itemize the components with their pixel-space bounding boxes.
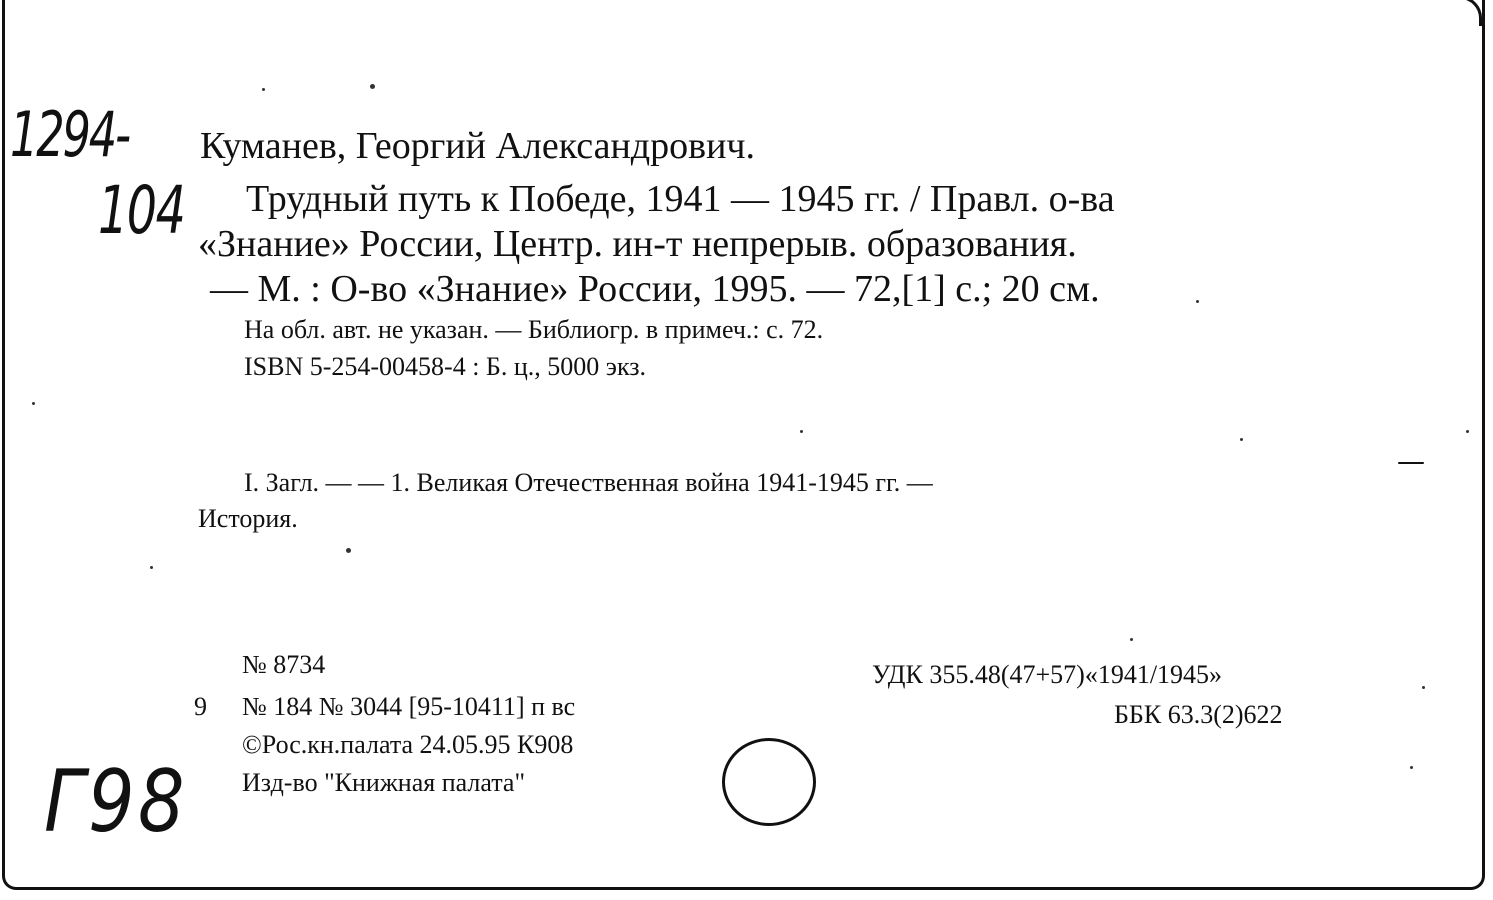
scan-speck: [1410, 766, 1413, 769]
registration-line: № 184 № 3044 [95-10411] п вс: [242, 692, 576, 721]
isbn-line: ISBN 5-254-00458-4 : Б. ц., 5000 экз.: [244, 352, 646, 381]
scan-speck: [370, 84, 375, 89]
copyright-line: ©Рос.кн.палата 24.05.95 К908: [242, 730, 574, 759]
scan-speck: [262, 88, 265, 91]
card-nine: 9: [194, 692, 207, 721]
publisher-line: Изд-во "Книжная палата": [242, 768, 526, 797]
handwritten-call-number-bottom: 104: [98, 172, 185, 249]
tracing-line-1: I. Загл. — — 1. Великая Отечественная война 1941-1945 гг. —: [244, 468, 933, 497]
title-line-3: — М. : О-во «Знание» России, 1995. — 72,[1] с.; 20 см.: [210, 268, 1100, 310]
handwritten-call-number-top: 1294-: [10, 98, 129, 171]
title-line-2: «Знание» России, Центр. ин-т непрерыв. образования.: [198, 223, 1077, 265]
scan-speck: [346, 548, 351, 553]
title-line-1: Трудный путь к Победе, 1941 — 1945 гг. / Правл. о-ва: [246, 178, 1115, 220]
udk-code: УДК 355.48(47+57)«1941/1945»: [872, 660, 1223, 689]
card-corner: [1452, 0, 1482, 26]
bbk-code: ББК 63.3(2)622: [1114, 700, 1283, 729]
handwritten-shelf-mark: Г98: [44, 752, 188, 852]
scan-speck: [32, 402, 35, 405]
hand-drawn-circle: [722, 738, 816, 826]
scan-speck: [800, 430, 803, 433]
scan-speck: [150, 566, 153, 569]
scan-speck: [1422, 686, 1425, 689]
scan-speck: [1130, 638, 1133, 641]
scan-speck: [1240, 438, 1243, 441]
note-line-1: На обл. авт. не указан. — Библиогр. в примеч.: с. 72.: [244, 315, 824, 344]
card-number: № 8734: [242, 650, 326, 679]
scan-speck: [1196, 300, 1199, 303]
scan-speck: [1466, 430, 1469, 433]
author-heading: Куманев, Георгий Александрович.: [200, 125, 756, 167]
scan-speck: [1398, 462, 1424, 464]
tracing-line-2: История.: [198, 504, 298, 533]
